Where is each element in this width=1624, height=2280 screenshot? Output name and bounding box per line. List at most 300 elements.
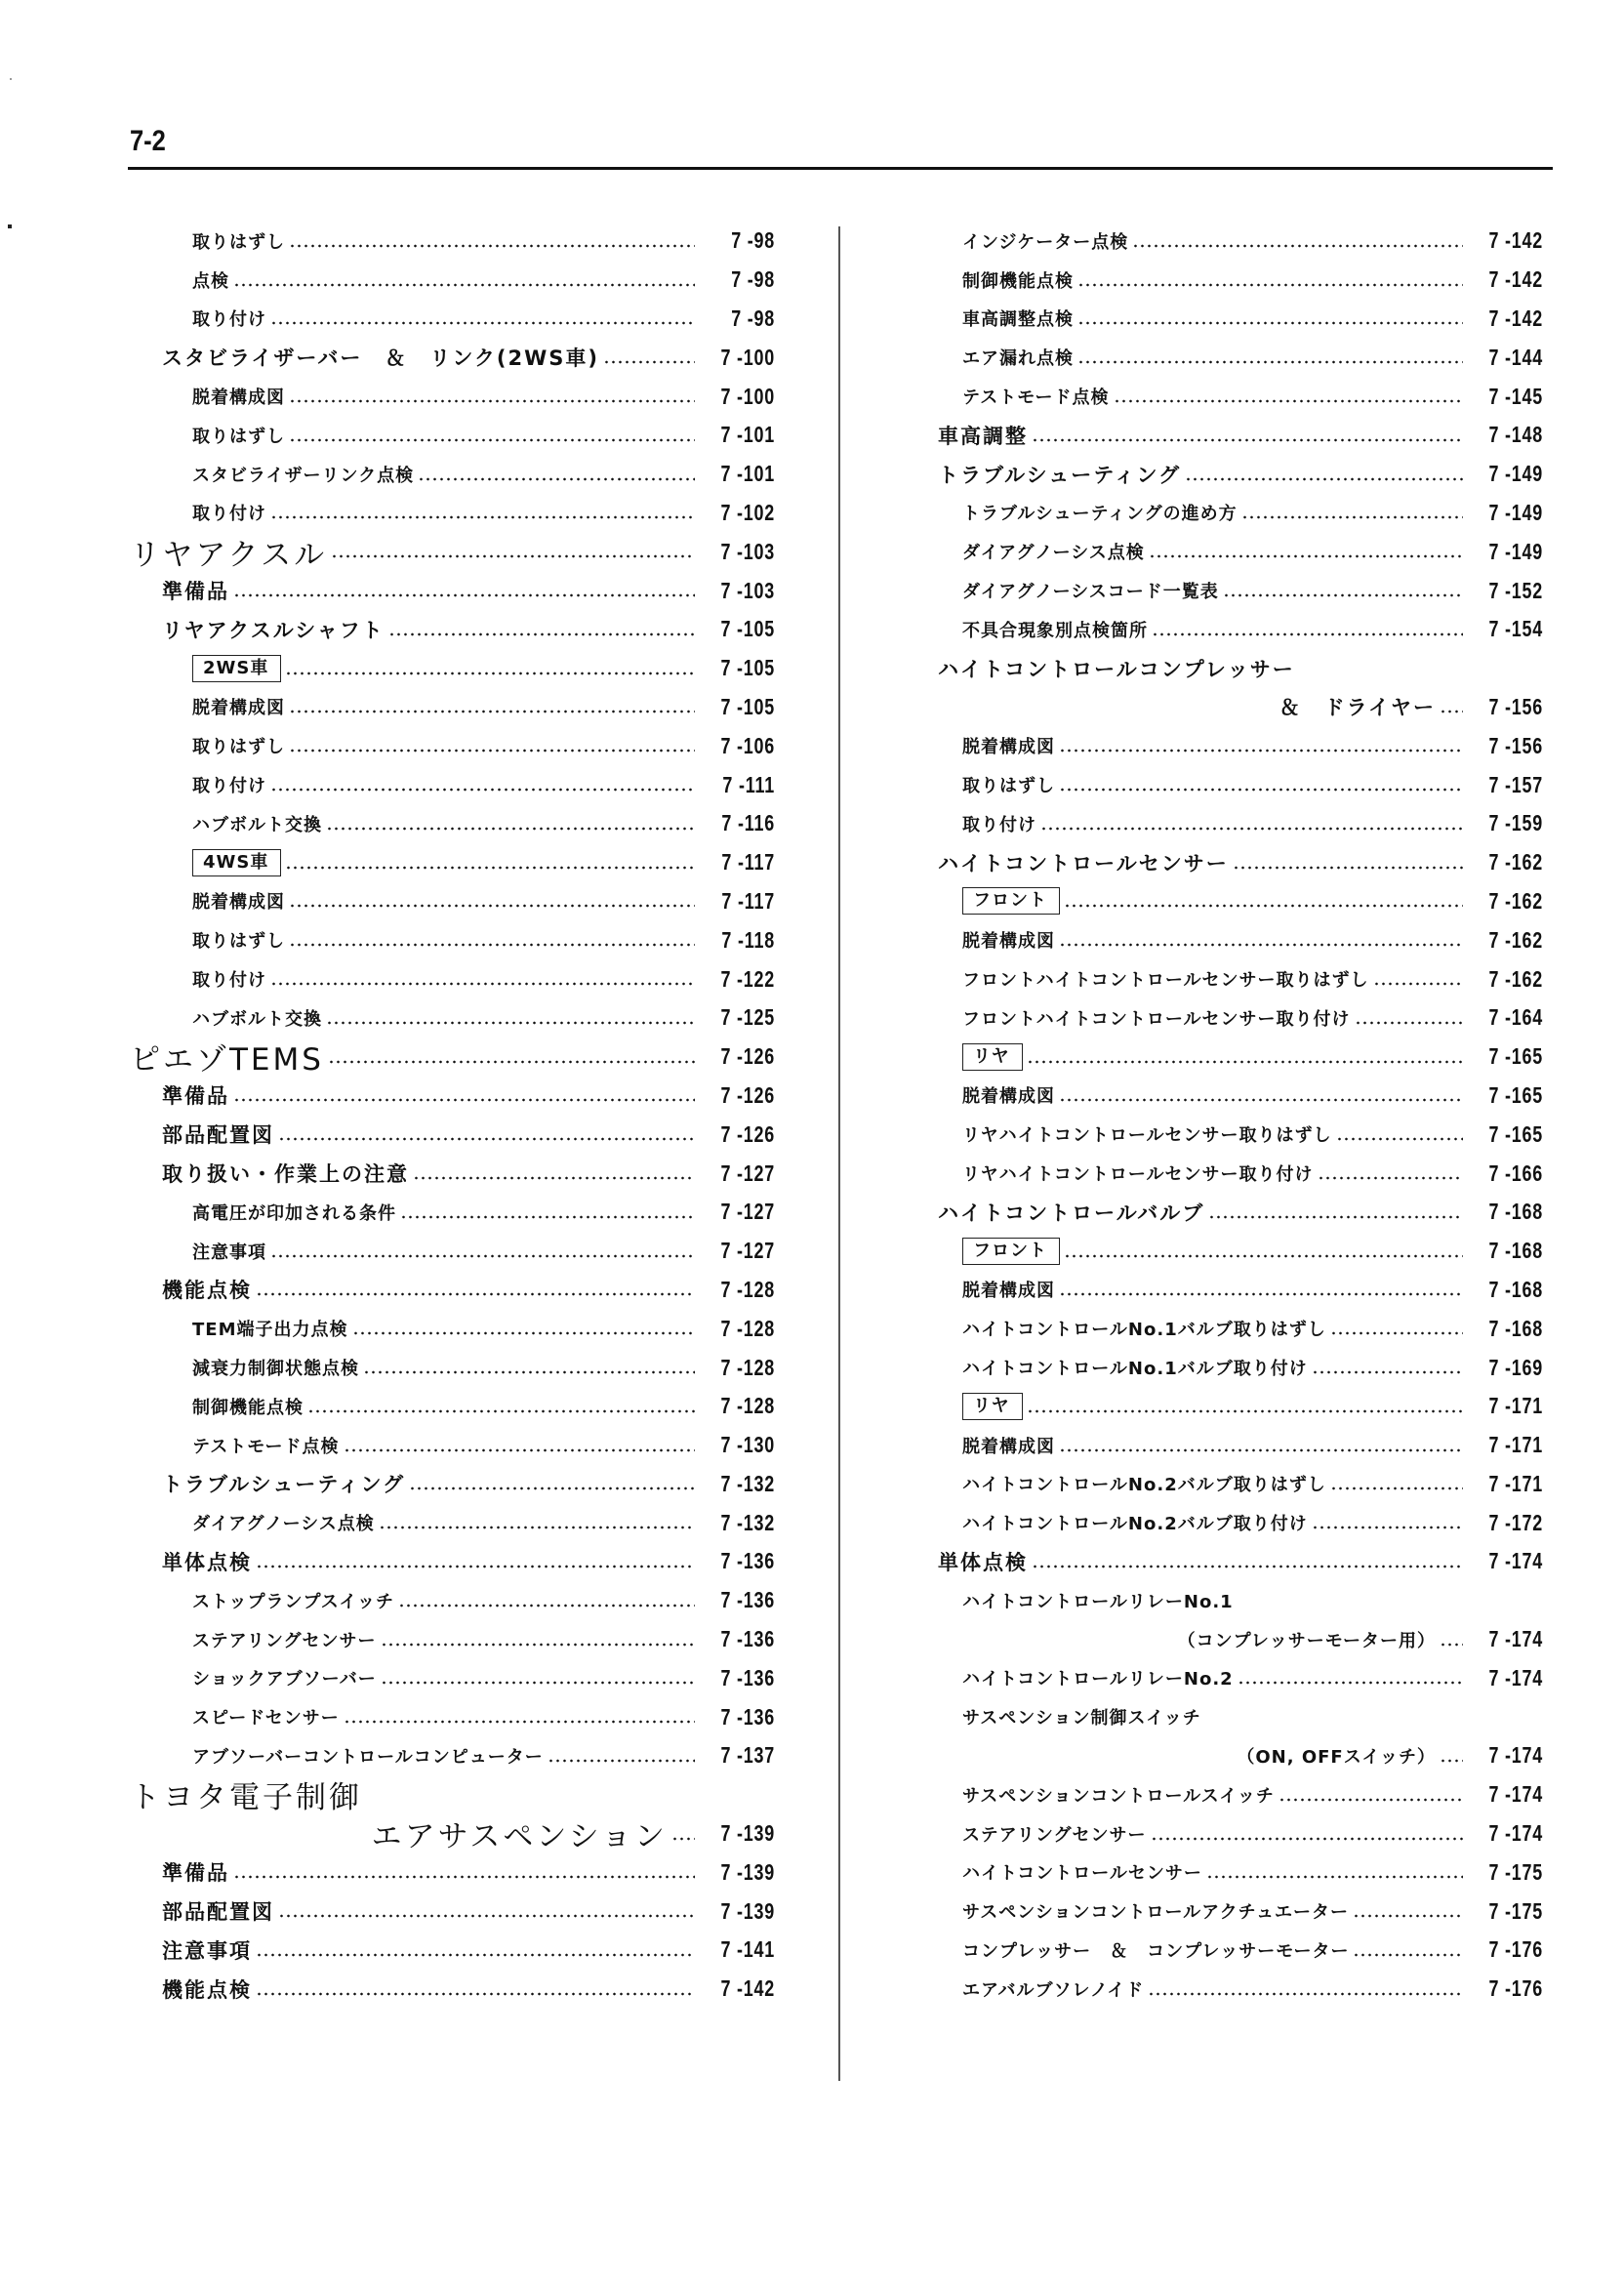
toc-entry[interactable] — [938, 1775, 1543, 1814]
dot-leader — [1064, 1254, 1463, 1258]
toc-page-ref: 7 -168 — [1488, 1276, 1543, 1302]
toc-entry-label: ハイトコントロールセンサー — [938, 851, 1229, 875]
toc-entry[interactable] — [130, 1038, 775, 1077]
toc-entry[interactable] — [938, 261, 1543, 300]
toc-entry[interactable] — [938, 1503, 1543, 1542]
toc-entry[interactable] — [130, 222, 775, 261]
toc-entry-label: 取りはずし — [962, 776, 1055, 797]
toc-page-ref: 7 -156 — [1488, 693, 1543, 719]
toc-entry-label: ハイトコントロールNo.2バルブ取りはずし — [962, 1475, 1326, 1496]
dot-leader — [1059, 1098, 1463, 1102]
toc-entry-label: ハイトコントロールバルブ — [938, 1201, 1205, 1225]
toc-page-ref: 7 -137 — [720, 1742, 775, 1769]
toc-entry[interactable] — [938, 1658, 1543, 1697]
toc-entry[interactable] — [938, 1581, 1543, 1620]
toc-entry-label: テストモード点検 — [192, 1436, 340, 1457]
toc-entry-label: ダイアグノーシス点検 — [192, 1514, 375, 1535]
toc-entry[interactable] — [130, 532, 775, 571]
toc-page-ref: 7 -127 — [720, 1199, 775, 1225]
toc-entry-label: ステアリングセンサー — [962, 1824, 1147, 1846]
toc-entry-label: 取りはずし — [192, 426, 285, 447]
dot-leader — [278, 1137, 695, 1141]
dot-leader — [270, 788, 695, 792]
toc-entry-label: 取りはずし — [192, 231, 285, 253]
toc-page-ref: 7 -139 — [720, 1858, 775, 1885]
toc-entry-label: スタビライザーバー ＆ リンク(2WS車) — [162, 346, 599, 371]
toc-entry-label: 機能点検 — [162, 1279, 252, 1303]
dot-leader — [1151, 1837, 1463, 1841]
toc-entry[interactable] — [938, 998, 1543, 1038]
dot-leader — [285, 672, 695, 675]
toc-page-ref: 7 -148 — [1488, 422, 1543, 448]
toc-entry-label: 単体点検 — [162, 1550, 252, 1574]
toc-entry[interactable] — [130, 1892, 775, 1931]
toc-page-ref: 7 -125 — [720, 1004, 775, 1031]
toc-entry-label: エア漏れ点検 — [962, 348, 1074, 370]
toc-entry-label: ダイアグノーシスコード一覧表 — [962, 582, 1219, 603]
toc-entry[interactable] — [938, 494, 1543, 533]
toc-entry[interactable] — [938, 571, 1543, 610]
toc-entry-label: 取り付け — [962, 814, 1036, 835]
dot-leader — [1208, 1215, 1463, 1219]
toc-entry[interactable] — [130, 1387, 775, 1426]
dot-leader — [344, 1720, 695, 1724]
toc-entry[interactable] — [130, 1271, 775, 1310]
dot-leader — [413, 1176, 695, 1180]
dot-leader — [1059, 943, 1463, 947]
toc-entry-label: トヨタ電子制御 — [130, 1780, 362, 1816]
dot-leader — [1440, 710, 1463, 713]
toc-page-ref: 7 -118 — [721, 926, 775, 953]
toc-entry[interactable] — [938, 1232, 1543, 1271]
toc-page-ref: 7 -100 — [720, 344, 775, 370]
toc-entry-label: 車高調整点検 — [962, 309, 1074, 331]
toc-subheading-box: 2WS車 — [192, 655, 281, 682]
toc-entry-label: 取り付け — [192, 970, 266, 992]
toc-entry-label: 脱着構成図 — [962, 1281, 1055, 1302]
toc-entry[interactable] — [130, 300, 775, 339]
toc-entry-label: 高電圧が印加される条件 — [192, 1202, 396, 1224]
dot-leader — [1353, 1914, 1463, 1918]
dot-leader — [233, 283, 695, 287]
dot-leader — [233, 1098, 695, 1102]
dot-leader — [1059, 1292, 1463, 1296]
dot-leader — [1233, 866, 1463, 870]
toc-page-ref: 7 -142 — [720, 1975, 775, 2002]
toc-page-ref: 7 -172 — [1488, 1509, 1543, 1535]
toc-entry[interactable] — [938, 222, 1543, 261]
dot-leader — [381, 1681, 695, 1685]
toc-page-ref: 7 -126 — [720, 1043, 775, 1070]
toc-entry-continuation[interactable] — [938, 688, 1543, 727]
toc-entry-label: サスペンションコントロールアクチュエーター — [962, 1902, 1350, 1924]
toc-entry-label: 減衰力制御状態点検 — [192, 1359, 359, 1379]
toc-entry[interactable] — [938, 300, 1543, 339]
toc-page-ref: 7 -175 — [1488, 1897, 1543, 1924]
toc-entry-label: ハイトコントロールNo.1バルブ取りはずし — [962, 1320, 1326, 1341]
dot-leader — [289, 904, 695, 908]
dot-leader — [256, 1565, 695, 1568]
toc-page-ref: 7 -106 — [720, 732, 775, 758]
toc-entry-label: ピエゾTEMS — [130, 1042, 324, 1079]
toc-entry[interactable] — [938, 920, 1543, 959]
dot-leader — [270, 982, 695, 986]
toc-entry[interactable] — [130, 1465, 775, 1504]
toc-page-ref: 7 -156 — [1488, 732, 1543, 758]
dot-leader — [326, 1021, 695, 1025]
toc-entry-label: 脱着構成図 — [192, 387, 285, 409]
toc-entry-label: 取り扱い・作業上の注意 — [162, 1162, 409, 1187]
toc-entry[interactable] — [130, 1193, 775, 1232]
toc-entry-label: ストップランプスイッチ — [192, 1591, 395, 1612]
dot-leader — [379, 1526, 695, 1529]
dot-leader — [326, 827, 695, 831]
toc-entry[interactable] — [130, 765, 775, 804]
toc-page-ref: 7 -136 — [720, 1626, 775, 1652]
toc-page-ref: 7 -162 — [1488, 887, 1543, 914]
toc-entry[interactable] — [130, 726, 775, 765]
toc-page-ref: 7 -128 — [720, 1393, 775, 1419]
dot-leader — [1330, 1486, 1463, 1490]
toc-entry-label: 注意事項 — [162, 1938, 252, 1963]
toc-entry[interactable] — [130, 416, 775, 455]
dot-leader — [1336, 1137, 1463, 1141]
dot-leader — [548, 1759, 695, 1763]
toc-entry-label: 不具合現象別点検箇所 — [962, 620, 1148, 641]
dot-leader — [1440, 1643, 1463, 1647]
toc-entry[interactable] — [130, 1309, 775, 1348]
toc-page-ref: 7 -176 — [1488, 1936, 1543, 1963]
dot-leader — [363, 1370, 695, 1374]
toc-page-ref: 7 -136 — [720, 1548, 775, 1574]
toc-entry-label: 脱着構成図 — [962, 1086, 1055, 1108]
toc-entry[interactable] — [130, 1077, 775, 1116]
toc-entry-label: スピードセンサー — [192, 1708, 340, 1730]
toc-entry-label: 注意事項 — [192, 1242, 266, 1263]
toc-entry[interactable] — [130, 920, 775, 959]
toc-page-ref: 7 -98 — [731, 305, 775, 331]
toc-page-ref: 7 -128 — [720, 1315, 775, 1341]
toc-entry-label: 取りはずし — [192, 931, 285, 953]
scan-speck — [8, 224, 12, 228]
toc-entry[interactable] — [938, 1387, 1543, 1426]
toc-entry[interactable] — [130, 610, 775, 649]
toc-entry[interactable] — [938, 804, 1543, 843]
dot-leader — [1241, 515, 1463, 519]
toc-page-ref: 7 -174 — [1488, 1548, 1543, 1574]
toc-page-ref: 7 -142 — [1488, 266, 1543, 293]
toc-page-ref: 7 -128 — [720, 1276, 775, 1302]
toc-entry[interactable] — [938, 416, 1543, 455]
dot-leader — [603, 360, 695, 364]
toc-entry-label: サスペンション制御スイッチ — [962, 1708, 1201, 1730]
toc-entry[interactable] — [938, 1115, 1543, 1154]
toc-entry[interactable] — [938, 1154, 1543, 1193]
toc-entry[interactable] — [130, 261, 775, 300]
toc-entry[interactable] — [938, 1309, 1543, 1348]
toc-entry[interactable] — [130, 688, 775, 727]
toc-page-ref: 7 -168 — [1488, 1199, 1543, 1225]
toc-entry[interactable] — [938, 882, 1543, 921]
dot-leader — [1440, 1759, 1463, 1763]
toc-page-ref: 7 -174 — [1488, 1820, 1543, 1847]
dot-leader — [1279, 1798, 1463, 1802]
dot-leader — [1152, 632, 1463, 636]
toc-entry[interactable] — [938, 1348, 1543, 1387]
toc-entry[interactable] — [130, 1542, 775, 1581]
dot-leader — [270, 321, 695, 325]
toc-entry-label: フロントハイトコントロールセンサー取り付け — [962, 1008, 1351, 1030]
toc-entry-label: フロントハイトコントロールセンサー取りはずし — [962, 970, 1369, 992]
dot-leader — [1077, 360, 1463, 364]
toc-entry-label: リヤアクスル — [130, 537, 328, 573]
toc-right-column — [938, 222, 1543, 2009]
toc-page-ref: 7 -149 — [1488, 461, 1543, 487]
dot-leader — [233, 1875, 695, 1879]
toc-page-ref: 7 -165 — [1488, 1081, 1543, 1108]
toc-page-ref: 7 -174 — [1488, 1664, 1543, 1690]
toc-entry-label: トラブルシューティングの進め方 — [962, 504, 1238, 525]
toc-entry[interactable] — [938, 1892, 1543, 1931]
toc-entry-label: 制御機能点検 — [192, 1397, 304, 1418]
toc-entry-label: 機能点検 — [162, 1977, 252, 2002]
toc-entry[interactable] — [938, 726, 1543, 765]
toc-entry[interactable] — [130, 1775, 775, 1814]
toc-entry[interactable] — [938, 532, 1543, 571]
toc-entry[interactable] — [130, 377, 775, 416]
toc-page-ref: 7 -159 — [1488, 810, 1543, 836]
dot-leader — [418, 477, 695, 481]
toc-page-ref: 7 -149 — [1488, 499, 1543, 525]
toc-entry[interactable] — [130, 1154, 775, 1193]
toc-page-ref: 7 -132 — [720, 1509, 775, 1535]
dot-leader — [1114, 399, 1463, 403]
toc-entry[interactable] — [938, 959, 1543, 998]
toc-entry[interactable] — [938, 765, 1543, 804]
toc-entry[interactable] — [938, 649, 1543, 688]
dot-leader — [1077, 283, 1463, 287]
toc-entry-label: 取りはずし — [192, 737, 285, 758]
toc-entry-label: インジケーター点検 — [962, 231, 1129, 253]
toc-entry-label: ハイトコントロールNo.1バルブ取り付け — [962, 1359, 1308, 1379]
toc-entry[interactable] — [130, 1232, 775, 1271]
dot-leader — [1238, 1681, 1463, 1685]
toc-entry[interactable] — [130, 1658, 775, 1697]
toc-entry[interactable] — [938, 610, 1543, 649]
toc-entry-continuation[interactable] — [938, 1736, 1543, 1775]
toc-entry-label: トラブルシューティング — [938, 463, 1182, 487]
dot-leader — [270, 1254, 695, 1258]
toc-entry-label: テストモード点検 — [962, 387, 1110, 409]
toc-entry[interactable] — [130, 1426, 775, 1465]
toc-entry-label: ハイトコントロールセンサー — [962, 1863, 1202, 1885]
dot-leader — [400, 1215, 695, 1219]
dot-leader — [1148, 1992, 1463, 1996]
toc-entry[interactable] — [938, 377, 1543, 416]
toc-entry-label: 脱着構成図 — [962, 1436, 1055, 1457]
dot-leader — [671, 1837, 695, 1841]
toc-page-ref: 7 -100 — [720, 383, 775, 409]
toc-entry-label: 準備品 — [162, 1084, 229, 1109]
toc-entry-label: 取り付け — [192, 504, 266, 525]
toc-entry-label: スタビライザーリンク点検 — [192, 465, 415, 486]
toc-entry-continuation[interactable] — [938, 1620, 1543, 1659]
toc-entry[interactable] — [130, 1620, 775, 1659]
dot-leader — [289, 943, 695, 947]
toc-entry-label: ハイトコントロールコンプレッサー — [938, 657, 1295, 681]
toc-entry[interactable] — [130, 1581, 775, 1620]
toc-entry-label: 車高調整 — [938, 424, 1028, 448]
toc-page-ref: 7 -162 — [1488, 926, 1543, 953]
toc-page-ref: 7 -105 — [720, 693, 775, 719]
toc-page-ref: 7 -105 — [720, 616, 775, 642]
toc-entry[interactable] — [130, 1697, 775, 1736]
toc-page-ref: 7 -165 — [1488, 1120, 1543, 1147]
toc-entry[interactable] — [130, 1115, 775, 1154]
toc-page-ref: 7 -174 — [1488, 1742, 1543, 1769]
toc-entry-label: コンプレッサー ＆ コンプレッサーモーター — [962, 1940, 1350, 1962]
toc-entry[interactable] — [130, 843, 775, 882]
toc-entry-label: ハイトコントロールNo.2バルブ取り付け — [962, 1514, 1308, 1535]
dot-leader — [381, 1643, 695, 1647]
toc-page-ref: 7 -128 — [720, 1354, 775, 1380]
dot-leader — [1032, 438, 1463, 442]
toc-entry[interactable] — [130, 494, 775, 533]
dot-leader — [1330, 1331, 1463, 1335]
dot-leader — [1373, 982, 1463, 986]
toc-entry-label: ハイトコントロールリレーNo.2 — [962, 1669, 1234, 1690]
toc-page-ref: 7 -139 — [720, 1820, 775, 1847]
toc-page-ref: 7 -176 — [1488, 1975, 1543, 2002]
toc-left-column — [130, 222, 775, 2009]
toc-page-ref: 7 -145 — [1488, 383, 1543, 409]
dot-leader — [233, 593, 695, 597]
toc-page-ref: 7 -101 — [720, 461, 775, 487]
dot-leader — [307, 1409, 695, 1413]
toc-entry-continuation[interactable] — [130, 1814, 775, 1853]
toc-entry-label: ショックアブソーバー — [192, 1669, 377, 1690]
toc-entry[interactable] — [938, 1271, 1543, 1310]
toc-entry[interactable] — [130, 1931, 775, 1970]
toc-page-ref: 7 -162 — [1488, 965, 1543, 992]
toc-entry-label: 脱着構成図 — [962, 931, 1055, 953]
toc-entry[interactable] — [130, 1852, 775, 1892]
toc-subheading-box: リヤ — [962, 1393, 1023, 1420]
toc-entry-label-continued: （コンプレッサーモーター用） — [1177, 1630, 1436, 1651]
toc-entry[interactable] — [938, 843, 1543, 882]
toc-subheading-box: フロント — [962, 1238, 1060, 1265]
dot-leader — [409, 1486, 695, 1490]
dot-leader — [1149, 554, 1463, 558]
toc-entry[interactable] — [938, 1931, 1543, 1970]
toc-entry[interactable] — [938, 1465, 1543, 1504]
toc-page-ref: 7 -127 — [720, 1160, 775, 1186]
toc-entry[interactable] — [130, 1503, 775, 1542]
dot-leader — [1185, 477, 1463, 481]
toc-entry[interactable] — [938, 1852, 1543, 1892]
toc-subheading-box: 4WS車 — [192, 849, 281, 876]
toc-entry-label: 準備品 — [162, 580, 229, 604]
toc-entry[interactable] — [130, 998, 775, 1038]
dot-leader — [1132, 244, 1463, 248]
toc-entry-label: ハブボルト交換 — [192, 814, 322, 835]
toc-subheading-box: フロント — [962, 887, 1060, 915]
toc-entry-label: ダイアグノーシス点検 — [962, 543, 1145, 564]
toc-entry-label-continued: ＆ ドライヤー — [1279, 696, 1436, 720]
dot-leader — [1318, 1176, 1463, 1180]
toc-page-ref: 7 -132 — [720, 1470, 775, 1496]
dot-leader — [1059, 1448, 1463, 1452]
toc-page-ref: 7 -126 — [720, 1120, 775, 1147]
toc-entry[interactable] — [938, 1697, 1543, 1736]
toc-entry-label: TEM端子出力点検 — [192, 1320, 348, 1341]
toc-page-ref: 7 -174 — [1488, 1781, 1543, 1808]
toc-entry[interactable] — [938, 1038, 1543, 1077]
toc-page-ref: 7 -117 — [721, 849, 775, 875]
toc-entry[interactable] — [130, 882, 775, 921]
toc-entry-label: リヤアクスルシャフト — [162, 618, 385, 642]
toc-entry[interactable] — [130, 1736, 775, 1775]
toc-page-ref: 7 -102 — [720, 499, 775, 525]
toc-page-ref: 7 -116 — [721, 810, 775, 836]
column-divider — [838, 226, 840, 2081]
dot-leader — [1312, 1526, 1463, 1529]
toc-page-ref: 7 -154 — [1488, 616, 1543, 642]
dot-leader — [289, 749, 695, 753]
toc-entry[interactable] — [130, 649, 775, 688]
dot-leader — [256, 1992, 695, 1996]
dot-leader — [328, 1060, 695, 1064]
toc-entry[interactable] — [938, 1193, 1543, 1232]
toc-entry[interactable] — [938, 455, 1543, 494]
toc-page-ref: 7 -157 — [1488, 771, 1543, 797]
toc-entry[interactable] — [938, 1077, 1543, 1116]
toc-entry[interactable] — [938, 1970, 1543, 2009]
toc-entry[interactable] — [938, 338, 1543, 377]
toc-entry[interactable] — [130, 455, 775, 494]
toc-entry-label: 部品配置図 — [162, 1123, 274, 1148]
toc-entry[interactable] — [938, 1814, 1543, 1853]
toc-page-ref: 7 -136 — [720, 1703, 775, 1730]
toc-entry[interactable] — [130, 571, 775, 610]
dot-leader — [344, 1448, 695, 1452]
dot-leader — [289, 438, 695, 442]
dot-leader — [256, 1953, 695, 1957]
toc-page-ref: 7 -171 — [1488, 1470, 1543, 1496]
toc-page-ref: 7 -162 — [1488, 849, 1543, 875]
dot-leader — [285, 866, 695, 870]
toc-entry-label: エアバルブソレノイド — [962, 1979, 1145, 2001]
toc-page-ref: 7 -126 — [720, 1081, 775, 1108]
toc-page-ref: 7 -103 — [720, 538, 775, 564]
toc-page-ref: 7 -169 — [1488, 1354, 1543, 1380]
toc-entry[interactable] — [130, 1348, 775, 1387]
toc-entry[interactable] — [130, 959, 775, 998]
toc-page-ref: 7 -136 — [720, 1587, 775, 1613]
toc-entry[interactable] — [130, 1970, 775, 2009]
toc-entry[interactable] — [938, 1426, 1543, 1465]
dot-leader — [1027, 1409, 1463, 1413]
toc-entry[interactable] — [938, 1542, 1543, 1581]
toc-entry-label: 準備品 — [162, 1861, 229, 1886]
toc-entry[interactable] — [130, 338, 775, 377]
toc-page-ref: 7 -152 — [1488, 577, 1543, 603]
toc-entry-label: 部品配置図 — [162, 1900, 274, 1925]
toc-page-ref: 7 -164 — [1488, 1004, 1543, 1031]
toc-entry[interactable] — [130, 804, 775, 843]
toc-page-ref: 7 -127 — [720, 1238, 775, 1264]
toc-entry-label: トラブルシューティング — [162, 1473, 406, 1497]
